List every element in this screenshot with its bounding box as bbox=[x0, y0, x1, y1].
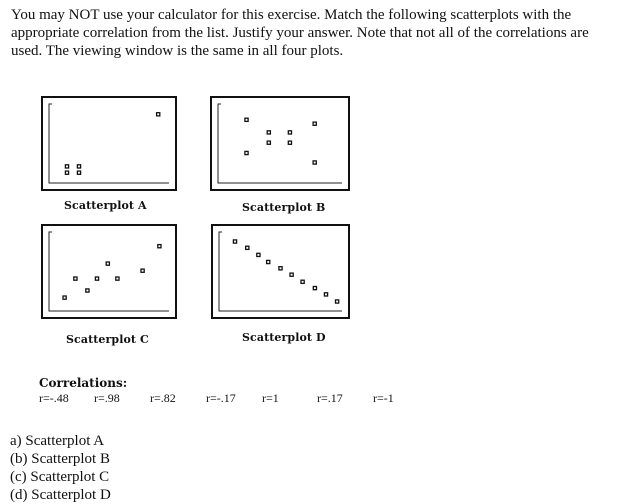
correlation-value: r=.82 bbox=[150, 391, 176, 405]
scatterplot-a-label: Scatterplot A bbox=[64, 199, 147, 212]
correlation-value: r=.98 bbox=[94, 391, 120, 405]
scatter-point bbox=[301, 280, 304, 283]
scatter-point bbox=[279, 267, 282, 270]
scatter-point bbox=[77, 171, 80, 174]
scatter-point bbox=[267, 141, 270, 144]
scatter-point bbox=[157, 113, 160, 116]
scatter-point bbox=[313, 161, 316, 164]
scatter-point bbox=[86, 289, 89, 292]
instructions-text: You may NOT use your calculator for this exercise. Match the following scatterplots with the appropriate correlation from the list. Justify your answer. Note that not all of the correlations are used. The viewing window is the same in all four plots. bbox=[11, 7, 589, 59]
correlation-value: r=-1 bbox=[373, 391, 394, 405]
scatter-point bbox=[246, 246, 249, 249]
scatter-point bbox=[313, 287, 316, 290]
correlation-value: r=-.17 bbox=[206, 391, 236, 405]
scatter-point bbox=[77, 165, 80, 168]
scatterplot-d bbox=[211, 224, 350, 319]
plot-axes bbox=[219, 232, 342, 311]
scatter-point bbox=[324, 293, 327, 296]
correlations-title: Correlations: bbox=[39, 376, 128, 390]
scatter-point bbox=[288, 141, 291, 144]
scatter-point bbox=[267, 131, 270, 134]
plot-axes bbox=[49, 232, 169, 311]
answer-choice-c: (c) Scatterplot C bbox=[10, 469, 110, 485]
scatter-point bbox=[288, 131, 291, 134]
answer-choice-d: (d) Scatterplot D bbox=[10, 487, 111, 503]
scatter-point bbox=[290, 273, 293, 276]
scatterplot-canvas bbox=[213, 226, 348, 317]
scatter-point bbox=[95, 277, 98, 280]
scatter-point bbox=[65, 171, 68, 174]
scatter-point bbox=[257, 253, 260, 256]
scatter-point bbox=[245, 151, 248, 154]
scatterplot-canvas bbox=[212, 98, 348, 189]
scatter-point bbox=[106, 262, 109, 265]
scatter-point bbox=[245, 118, 248, 121]
answer-choice-a: a) Scatterplot A bbox=[10, 433, 105, 449]
scatterplot-canvas bbox=[43, 226, 175, 317]
correlation-value: r=-.48 bbox=[39, 391, 69, 405]
scatter-point bbox=[116, 277, 119, 280]
correlation-value: r=.17 bbox=[317, 391, 343, 405]
scatter-point bbox=[63, 296, 66, 299]
scatterplot-c-label: Scatterplot C bbox=[66, 333, 149, 346]
scatterplot-b-label: Scatterplot B bbox=[242, 201, 326, 214]
scatter-point bbox=[336, 300, 339, 303]
scatter-point bbox=[158, 245, 161, 248]
answer-choices bbox=[10, 432, 111, 504]
scatterplot-d-label: Scatterplot D bbox=[242, 331, 326, 344]
scatterplot-b bbox=[210, 96, 350, 191]
scatterplot-a bbox=[41, 96, 177, 191]
plot-axes bbox=[218, 104, 342, 183]
scatter-point bbox=[141, 269, 144, 272]
scatterplot-canvas bbox=[43, 98, 175, 189]
scatter-point bbox=[267, 260, 270, 263]
answer-choice-b: (b) Scatterplot B bbox=[10, 451, 110, 467]
scatter-point bbox=[74, 277, 77, 280]
correlation-value: r=1 bbox=[262, 391, 279, 405]
scatterplot-c bbox=[41, 224, 177, 319]
scatter-point bbox=[233, 240, 236, 243]
scatter-point bbox=[313, 122, 316, 125]
scatter-point bbox=[65, 165, 68, 168]
